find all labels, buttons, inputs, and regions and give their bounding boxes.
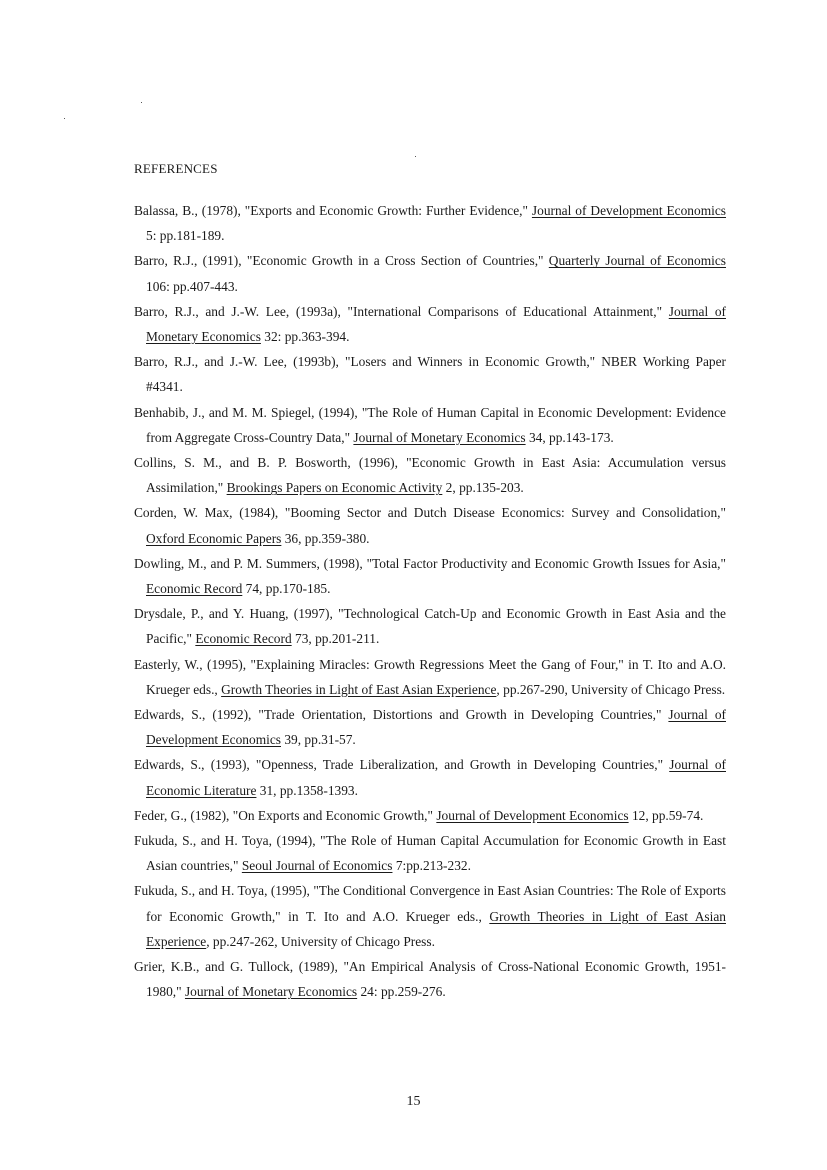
reference-text: 39, pp.31-57. bbox=[281, 732, 356, 748]
scan-speck bbox=[141, 102, 142, 103]
journal-title: Growth Theories in Light of East Asian Experience bbox=[221, 681, 497, 697]
reference-text: 32: pp.363-394. bbox=[260, 329, 350, 345]
reference-entry bbox=[134, 601, 726, 651]
reference-text: 74, pp.170-185. bbox=[242, 581, 331, 597]
journal-title: Economic Record bbox=[195, 631, 292, 647]
reference-text: Fukuda, S., and H. Toya, (1995), "The Conditional Convergence in East Asian Countries: The Role of Exports for Economic Growth," in T. Ito and A.O. Krueger eds., bbox=[134, 883, 726, 924]
reference-text: Collins, S. M., and B. P. Bosworth, (1996), "Economic Growth in East Asia: Accumulation versus Assimilation," bbox=[134, 455, 726, 496]
reference-text: 31, pp.1358-1393. bbox=[256, 782, 358, 798]
reference-text: 7:pp.213-232. bbox=[392, 858, 471, 874]
reference-entry bbox=[134, 702, 726, 752]
reference-entry bbox=[134, 500, 726, 550]
journal-title: Journal of Development Economics bbox=[146, 707, 726, 748]
reference-text: Feder, G., (1982), "On Exports and Economic Growth," bbox=[134, 807, 437, 823]
journal-title: Journal of Monetary Economics bbox=[146, 303, 726, 345]
reference-list bbox=[134, 198, 726, 1005]
reference-text: , pp.247-262, University of Chicago Press. bbox=[206, 933, 435, 949]
reference-entry bbox=[134, 349, 726, 399]
reference-text: Fukuda, S., and H. Toya, (1994), "The Role of Human Capital Accumulation for Economic Growth in East Asian countries," bbox=[134, 833, 726, 874]
reference-text: Drysdale, P., and Y. Huang, (1997), "Technological Catch-Up and Economic Growth in East Asia and the Pacific," bbox=[134, 606, 726, 647]
reference-text: Barro, R.J., (1991), "Economic Growth in a Cross Section of Countries," bbox=[134, 253, 549, 269]
reference-text: 5: pp.181-189. bbox=[146, 228, 225, 244]
reference-entry bbox=[134, 878, 726, 954]
reference-entry bbox=[134, 752, 726, 802]
page-number: 15 bbox=[406, 1094, 421, 1109]
reference-text: Barro, R.J., and J.-W. Lee, (1993b), "Losers and Winners in Economic Growth," NBER Working Paper #4341. bbox=[134, 354, 726, 395]
reference-text: 36, pp.359-380. bbox=[281, 530, 370, 546]
reference-text: 106: pp.407-443. bbox=[146, 278, 238, 294]
journal-title: Journal of Development Economics bbox=[436, 807, 629, 823]
scan-speck bbox=[64, 118, 65, 119]
journal-title: Journal of Monetary Economics bbox=[184, 984, 358, 1000]
reference-text: 24: pp.259-276. bbox=[357, 984, 446, 1000]
reference-text: , pp.267-290, University of Chicago Press. bbox=[496, 681, 726, 697]
reference-entry bbox=[134, 299, 726, 349]
reference-entry bbox=[134, 828, 726, 878]
journal-title: Quarterly Journal of Economics bbox=[548, 253, 726, 269]
journal-title: Journal of Monetary Economics bbox=[353, 429, 526, 445]
reference-entry bbox=[134, 450, 726, 500]
reference-entry bbox=[134, 551, 726, 601]
reference-text: 2, pp.135-203. bbox=[442, 480, 524, 496]
reference-entry bbox=[134, 803, 726, 828]
reference-text: Benhabib, J., and M. M. Spiegel, (1994), "The Role of Human Capital in Economic Development: Evidence from Aggregate Cross-Country Data," bbox=[134, 404, 726, 445]
reference-entry bbox=[134, 652, 726, 702]
journal-title: Growth Theories in Light of East Asian Experience bbox=[146, 908, 726, 949]
journal-title: Journal of Economic Literature bbox=[146, 757, 726, 798]
reference-text: 12, pp.59-74. bbox=[628, 807, 704, 823]
reference-text: Edwards, S., (1993), "Openness, Trade Liberalization, and Growth in Developing Countries," bbox=[134, 757, 670, 773]
reference-text: 34, pp.143-173. bbox=[525, 429, 614, 445]
reference-text: Corden, W. Max, (1984), "Booming Sector and Dutch Disease Economics: Survey and Consolidation," bbox=[134, 505, 726, 521]
scan-speck bbox=[415, 156, 416, 157]
section-heading: REFERENCES bbox=[134, 160, 218, 176]
journal-title: Seoul Journal of Economics bbox=[241, 858, 393, 874]
reference-entry bbox=[134, 248, 726, 298]
reference-text: Grier, K.B., and G. Tullock, (1989), "An Empirical Analysis of Cross-National Economic Growth, 1951-1980," bbox=[134, 959, 726, 1000]
reference-entry bbox=[134, 198, 726, 248]
journal-title: Oxford Economic Papers bbox=[146, 530, 282, 546]
reference-text: 73, pp.201-211. bbox=[291, 631, 380, 647]
reference-text: Dowling, M., and P. M. Summers, (1998), "Total Factor Productivity and Economic Growth Issues for Asia," bbox=[134, 555, 726, 571]
reference-entry bbox=[134, 400, 726, 450]
reference-text: Edwards, S., (1992), "Trade Orientation, Distortions and Growth in Developing Countries," bbox=[134, 707, 669, 723]
journal-title: Brookings Papers on Economic Activity bbox=[226, 480, 443, 496]
reference-text: Easterly, W., (1995), "Explaining Miracles: Growth Regressions Meet the Gang of Four," in T. Ito and A.O. Krueger eds., bbox=[134, 656, 726, 697]
reference-text: Balassa, B., (1978), "Exports and Economic Growth: Further Evidence," bbox=[134, 203, 532, 218]
journal-title: Economic Record bbox=[146, 581, 243, 597]
journal-title: Journal of Development Economics bbox=[531, 203, 726, 218]
reference-text: Barro, R.J., and J.-W. Lee, (1993a), "International Comparisons of Educational Attainment," bbox=[134, 303, 669, 319]
reference-entry bbox=[134, 954, 726, 1004]
